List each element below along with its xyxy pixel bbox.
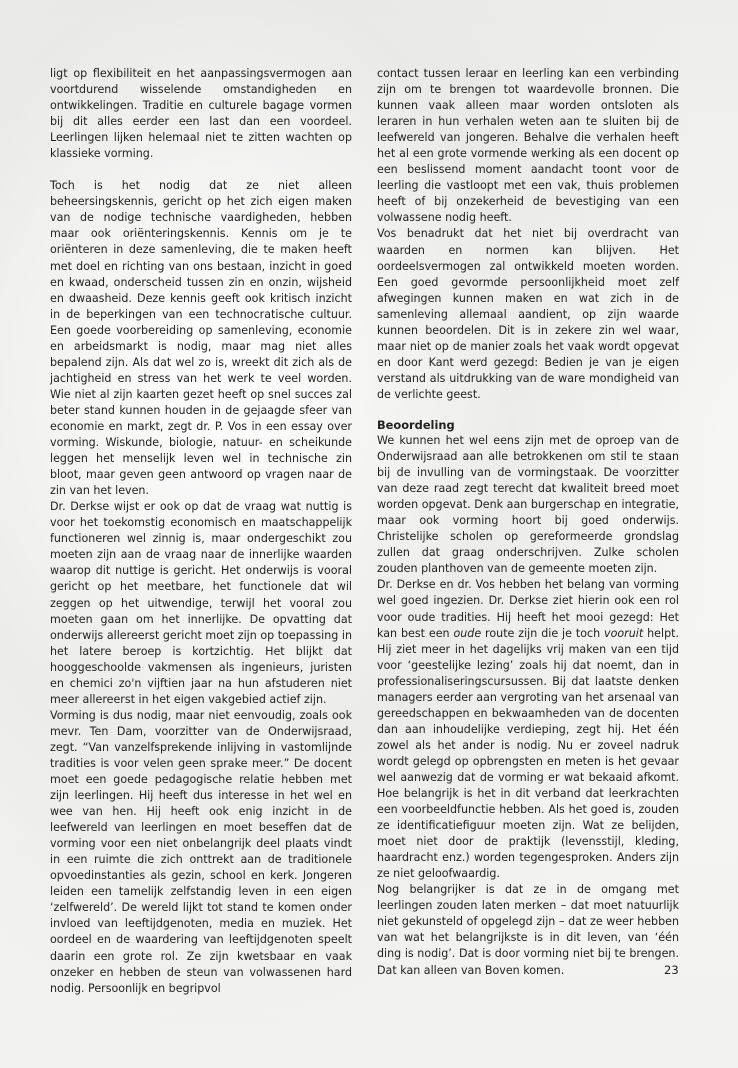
left-column bbox=[50, 66, 352, 997]
right-column bbox=[377, 66, 679, 979]
emphasis: oude bbox=[453, 626, 482, 640]
paragraph: Vorming is dus nodig, maar niet eenvoudig, zoals ook mevr. Ten Dam, voorzitter van de Onderwijsraad, zegt. “Van vanzelfsprekende inlijving in vastomlijnde tradities is voor velen geen sprake meer.” De docent moet een goede pedagogische relatie hebben met zijn leerlingen. Hij heeft dus interesse in het wel en wee van hen. Hij heeft ook enig inzicht in de leefwereld van leerlingen en moet beseffen dat de vorming voor een niet onbelangrijk deel plaats vindt in een ruimte die zich onttrekt aan de traditionele opvoedinstanties als gezin, school en kerk. Jongeren leiden een tamelijk zelfstandig leven in een eigen ‘zelfwereld’. De wereld lijkt tot stand te komen onder invloed van leeftijdgenoten, media en muziek. Het oordeel en de waardering van leeftijdgenoten speelt daarin een grote rol. Ze zijn kwetsbaar en vaak onzeker en hebben de steun van volwassenen hard nodig. Persoonlijk en begripvol bbox=[50, 708, 352, 995]
text-run: route zijn die je toch bbox=[481, 626, 605, 640]
page-number: 23 bbox=[664, 963, 679, 977]
section-heading: Beoordeling bbox=[377, 417, 455, 432]
paragraph: Toch is het nodig dat ze niet alleen beheersingskennis, gericht op het zich eigen maken van de nodige technische vaardigheden, hebben maar ook oriënteringskennis. Kennis om je te oriënteren in deze samenleving, die te maken heeft met doel en richting van ons bestaan, inzicht in goed en kwaad, onderscheid tussen zin en onzin, wijsheid en dwaasheid. Deze kennis geeft ook kritisch inzicht in de beperkingen van een technocratische cultuur. Een goede voorbereiding op samenleving, economie en arbeidsmarkt is nodig, maar mag niet alles bepalend zijn. Als dat wel zo is, wreekt dit zich als de jachtigheid en stress van het werk te veel worden. Wie niet al zijn kaarten gezet heeft op snel succes zal beter stand kunnen houden in de gejaagde sfeer van economie en markt, zegt dr. P. Vos in een essay over vorming. Wiskunde, biologie, natuur- en scheikunde leggen het menselijk leven wel in technische zin bloot, maar geven geen antwoord op vragen naar de zin van het leven. bbox=[50, 179, 352, 498]
paragraph: Vos benadrukt dat het niet bij overdracht van waarden en normen kan blijven. Het oordeelsvermogen zal ontwikkeld moeten worden. Een goed gevormde persoonlijkheid moet zelf afwegingen kunnen maken en wat zich in de samenleving allemaal aandient, op zijn waarde kunnen beoordelen. Dit is in zekere zin wel waar, maar niet op de manier zoals het vaak wordt opgevat en door Kant werd gezegd: Bedien je van je eigen verstand als uitdrukking van de ware mondigheid van de verlichte geest. bbox=[377, 227, 679, 401]
text-run: helpt. Hij ziet meer in het dagelijks vrij maken van een tijd voor ‘geestelijke lezing’ zoals hij dat noemt, dan in professionaliseringscursussen. Bij dat laatste denken managers eerder aan vergroting van het arsenaal van gereedschappen en bekwaamheden van de docenten dan aan inhoudelijke verdieping, zegt hij. Het één zowel als het ander is nodig. Nu er zoveel nadruk wordt gelegd op opbrengsten en meten is het gevaar wel aanwezig dat de vorming er wat bekaaid afkomt. Hoe belangrijk is het in dit verband dat leerkrachten een voorbeeldfunctie hebben. Als het goed is, zouden ze identificatiefiguur moeten zijn. Wat ze belijden, moet niet door de praktijk (levensstijl, kleding, haardracht enz.) worden tegengesproken. Anders zijn ze niet geloofwaardig. bbox=[377, 626, 679, 881]
paragraph: contact tussen leraar en leerling kan een verbinding zijn om te brengen tot waardevolle bronnen. Die kunnen vaak alleen maar worden ontsloten als leraren in hun verhalen weten aan te sluiten bij de leefwereld van jongeren. Behalve die verhalen heeft het al een grote vormende werking als een docent op een beslissend moment aandacht toont voor de leerling die vastloopt met een vak, thuis problemen heeft of bij onzekerheid de bevestiging van een volwassene nodig heeft. bbox=[377, 67, 679, 225]
emphasis: vooruit bbox=[604, 626, 644, 640]
text-run: Dr. Derkse en dr. Vos hebben het belang van vorming wel goed ingezien. Dr. Derkse ziet hierin ook een rol voor oude tradities. Hij heeft het mooi gezegd: Het kan best een bbox=[377, 578, 679, 640]
paragraph: ligt op flexibiliteit en het aanpassingsvermogen aan voortdurend wisselende omstandigheden en ontwikkelingen. Traditie en culturele bagage vormen bij dit alles eerder een last dan een voordeel. Leerlingen lijken helemaal niet te zitten wachten op klassieke vorming. bbox=[50, 67, 352, 161]
paragraph: Nog belangrijker is dat ze in de omgang met leerlingen zouden laten merken – dat moet natuurlijk niet gekunsteld of opgelegd zijn – dat ze weer hebben van wat het belangrijkste is in dit leven, van ‘één ding is nodig’. Dat is door vorming niet bij te brengen. Dat kan alleen van Boven komen. bbox=[377, 883, 679, 977]
paragraph bbox=[377, 577, 679, 882]
paragraph: Dr. Derkse wijst er ook op dat de vraag wat nuttig is voor het toekomstig economisch en maatschappelijk functioneren wel zinnig is, maar ondergeschikt zou moeten zijn aan de vraag naar de innerlijke waarden waarop dit nuttige is gericht. Het onderwijs is vooral gericht op het meetbare, het functionele dat wil zeggen op het uitwendige, terwijl het vooral zou moeten gaan om het innerlijke. De opvatting dat onderwijs allereerst gericht moet zijn op toepassing in het latere beroep is kortzichtig. Het blijkt dat hooggeschoolde vakmensen als ingenieurs, juristen en chemici zo'n vijftien jaar na hun afstuderen niet meer allereerst in het eigen vakgebied actief zijn. bbox=[50, 500, 352, 706]
paragraph: We kunnen het wel eens zijn met de oproep van de Onderwijsraad aan alle betrokkenen om stil te staan bij de invulling van de vormingstaak. De voorzitter van deze raad zegt terecht dat kwaliteit breed moet worden opgevat. Denk aan burgerschap en integratie, maar ook vorming hoort bij goed onderwijs. Christelijke scholen op gereformeerde grondslag zullen dat graag onderschrijven. Zulke scholen zouden planthoven van de gemeente moeten zijn. bbox=[377, 433, 679, 576]
